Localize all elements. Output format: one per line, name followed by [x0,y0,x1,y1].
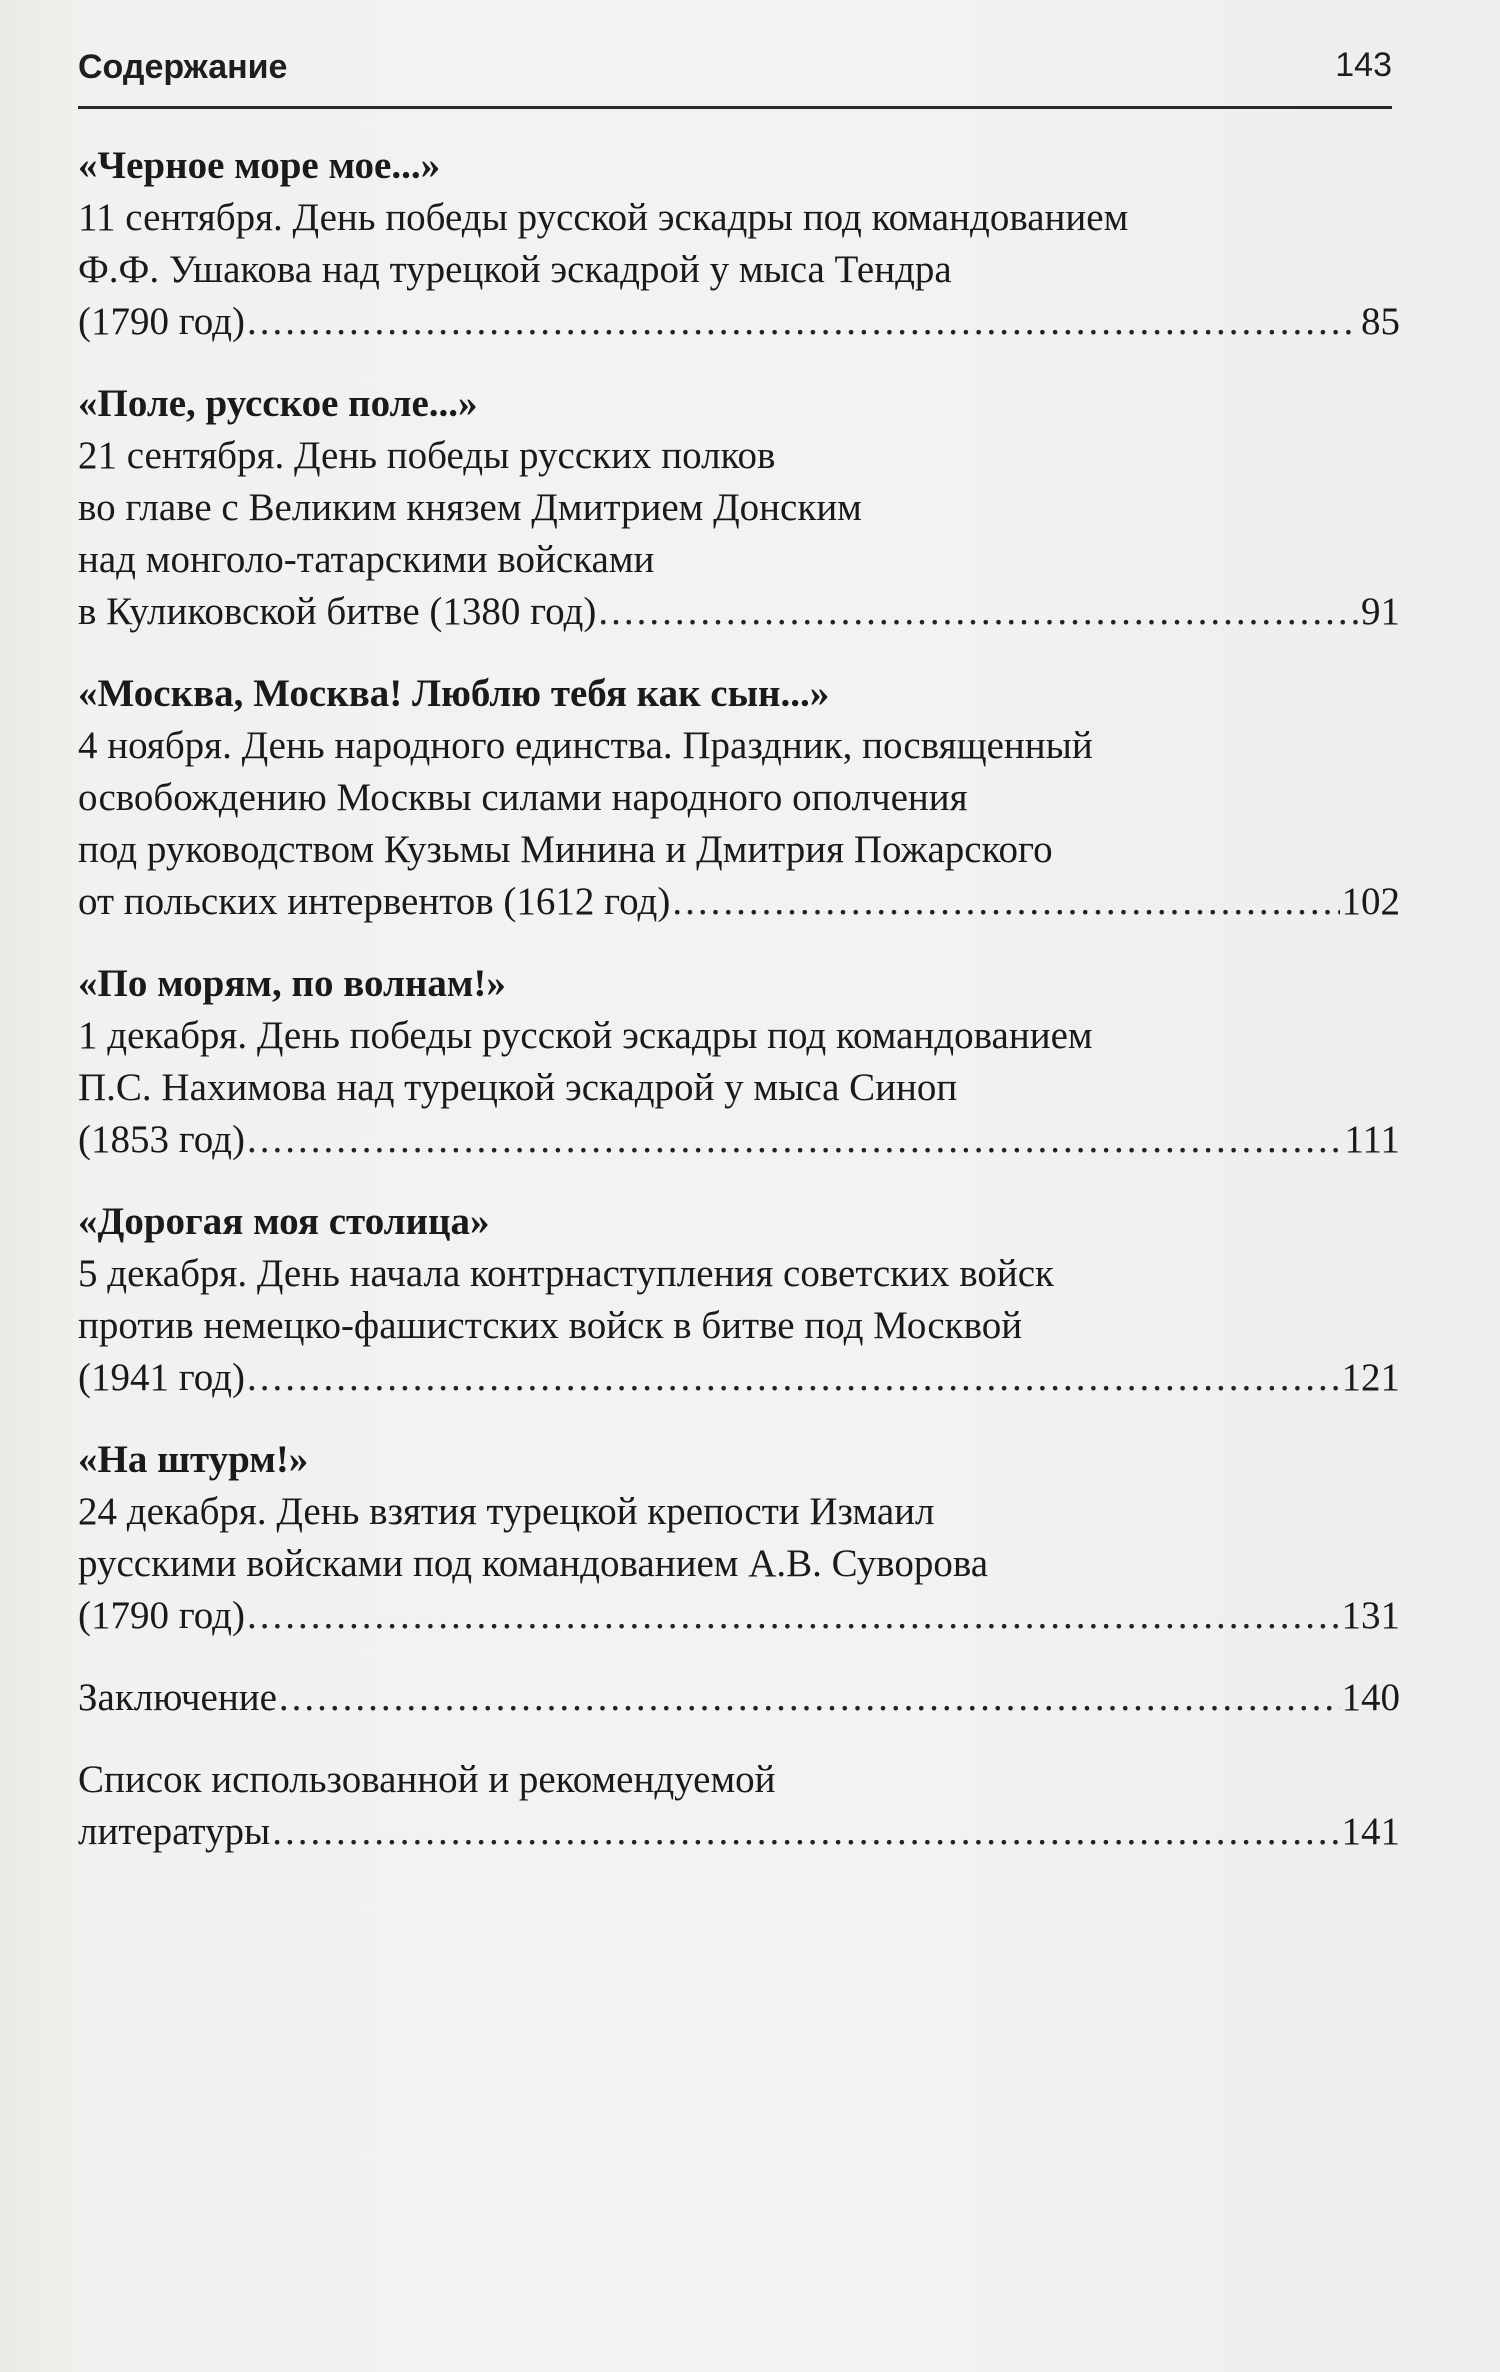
dot-leader [672,876,1339,928]
toc-entry-last-line: (1790 год) [78,300,245,343]
toc-entry-last-line: (1790 год) [78,1594,245,1637]
dot-leader [598,586,1359,638]
table-of-contents [78,140,1400,1888]
dot-leader [247,1352,1340,1404]
toc-entry [78,1672,1400,1724]
toc-leader-line [78,1672,1400,1724]
toc-page-number: 140 [1341,1676,1400,1719]
toc-entry-last-line: (1941 год) [78,1356,245,1399]
toc-entry-line: над монголо-татарскими войсками [78,538,655,581]
toc-entry-line: 21 сентября. День победы русских полков [78,434,776,477]
toc-page-number: 102 [1341,880,1400,923]
toc-entry-line: под руководством Кузьмы Минина и Дмитрия Пожарского [78,828,1053,871]
toc-leader-line [78,1806,1400,1858]
toc-entry-title: «Поле, русское поле...» [78,382,478,425]
toc-entry-line: Ф.Ф. Ушакова над турецкой эскадрой у мыса Тендра [78,248,952,291]
toc-entry-line: 11 сентября. День победы русской эскадры под командованием [78,196,1129,239]
toc-entry-line: 5 декабря. День начала контрнаступления советских войск [78,1252,1054,1295]
toc-entry-line: Список использованной и рекомендуемой [78,1758,776,1801]
toc-leader-line [78,1352,1400,1404]
toc-leader-line [78,586,1400,638]
toc-entry [78,958,1400,1166]
toc-entry-last-line: (1853 год) [78,1118,245,1161]
toc-page-number: 91 [1361,590,1400,633]
toc-entry-title: «По морям, по волнам!» [78,962,506,1005]
toc-page-number: 141 [1341,1810,1400,1853]
toc-page-number: 131 [1341,1594,1400,1637]
toc-leader-line [78,296,1400,348]
dot-leader [272,1806,1339,1858]
toc-page-number: 121 [1341,1356,1400,1399]
toc-entry [78,1196,1400,1404]
toc-entry [78,668,1400,928]
toc-entry-line: 4 ноября. День народного единства. Праздник, посвященный [78,724,1093,767]
toc-entry-title: «Москва, Москва! Люблю тебя как сын...» [78,672,830,715]
toc-entry-last-line: в Куликовской битве (1380 год) [78,590,597,633]
dot-leader [279,1672,1340,1724]
toc-entry-line: русскими войсками под командованием А.В. Суворова [78,1542,989,1585]
dot-leader [247,1590,1340,1642]
toc-entry-line: 24 декабря. День взятия турецкой крепости Измаил [78,1490,935,1533]
toc-entry-line: против немецко-фашистских войск в битве под Москвой [78,1304,1023,1347]
toc-entry [78,1434,1400,1642]
page-number: 143 [1335,46,1392,84]
toc-entry [78,140,1400,348]
toc-entry-title: «Черное море мое...» [78,144,441,187]
toc-page-number: 111 [1344,1118,1400,1161]
toc-entry-last-line: Заключение [78,1676,277,1719]
toc-entry-title: «Дорогая моя столица» [78,1200,490,1243]
toc-entry-last-line: от польских интервентов (1612 год) [78,880,671,923]
toc-entry-line: освобождению Москвы силами народного ополчения [78,776,968,819]
toc-leader-line [78,1114,1400,1166]
toc-leader-line [78,876,1400,928]
toc-entry [78,1754,1400,1858]
toc-entry-line: во главе с Великим князем Дмитрием Донским [78,486,862,529]
toc-entry-title: «На штурм!» [78,1438,309,1481]
running-header [78,42,1392,109]
toc-leader-line [78,1590,1400,1642]
toc-page-number: 85 [1361,300,1400,343]
toc-entry-line: П.С. Нахимова над турецкой эскадрой у мыса Синоп [78,1066,958,1109]
toc-entry [78,378,1400,638]
toc-entry-line: 1 декабря. День победы русской эскадры под командованием [78,1014,1093,1057]
dot-leader [247,296,1359,348]
dot-leader [247,1114,1342,1166]
running-title: Содержание [78,48,288,86]
toc-entry-last-line: литературы [78,1810,271,1853]
